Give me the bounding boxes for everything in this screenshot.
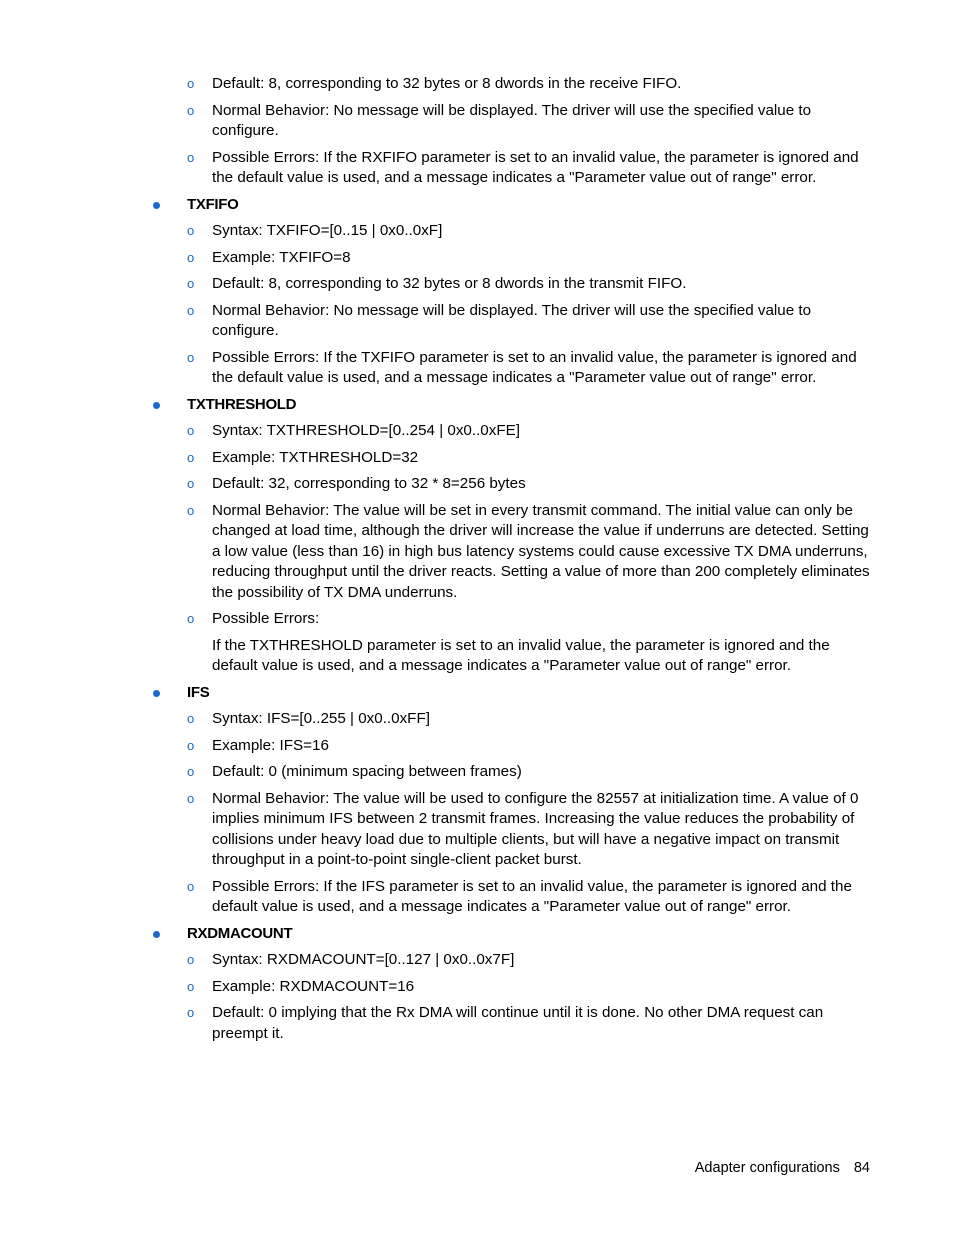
list-item [187,762,870,783]
sub-bullet-icon: o [187,790,195,806]
list-item-text: Example: IFS=16 [212,736,329,754]
list-item-text: Example: TXTHRESHOLD=32 [212,448,419,466]
section-heading-text: TXFIFO [187,195,239,213]
sub-bullet-icon: o [187,276,195,291]
list-item-text: Example: RXDMACOUNT=16 [212,977,415,995]
page-content [0,74,954,1050]
sub-bullet-icon: o [187,764,195,779]
sub-bullet-icon: o [187,502,195,518]
list-item [187,148,870,189]
sub-bullet-icon: o [187,302,195,318]
sub-bullet-icon: o [187,223,195,238]
list-item [187,421,870,442]
list-item-text: Syntax: TXFIFO=[0..15 | 0x0..0xF] [212,222,443,239]
section-heading-text: IFS [187,683,210,701]
list-item [187,609,870,630]
page-number: 84 [853,1160,870,1176]
sub-bullet-icon: o [187,423,195,438]
section-heading-text: RXDMACOUNT [187,924,293,942]
sub-bullet-icon: o [187,611,195,626]
list-item [187,789,870,871]
page-footer [695,1158,870,1178]
list-item [187,74,870,95]
list-item-text: Normal Behavior: No message will be displayed. The driver will use the specified value to configure. [212,101,812,139]
sub-bullet-icon: o [187,476,195,491]
list-item-text: Possible Errors: If the IFS parameter is set to an invalid value, the parameter is ignored and the default value is used, and a message indicates a "Parameter value out of range" error. [212,877,852,915]
sub-bullet-icon: o [187,1005,195,1020]
section-heading-ifs [187,683,954,704]
sub-bullet-icon: o [187,952,195,967]
sub-bullet-icon: o [187,349,195,365]
list-item-text: Syntax: IFS=[0..255 | 0x0..0xFF] [212,710,430,727]
list-item-text: Syntax: TXTHRESHOLD=[0..254 | 0x0..0xFE] [212,422,520,439]
list-item [187,501,870,604]
list-item-text: Possible Errors: If the TXFIFO parameter is set to an invalid value, the parameter is ignored and the default value is used, and a message indicates a "Parameter value out of range" error. [212,348,857,386]
list-item [187,301,870,342]
list-item-text: Syntax: RXDMACOUNT=[0..127 | 0x0..0x7F] [212,951,515,968]
bullet-dot-icon [153,402,160,409]
note-paragraph: If the TXTHRESHOLD parameter is set to an invalid value, the parameter is ignored and the default value is used, and a message indicates a "Parameter value out of range" error. [212,636,830,674]
list-item [187,977,870,998]
list-item-text: Possible Errors: [212,610,320,627]
list-item [187,348,870,389]
sub-bullet-icon: o [187,102,195,118]
bullet-dot-icon [153,202,160,209]
sub-bullet-icon: o [187,149,195,165]
list-item-text: Default: 32, corresponding to 32 * 8=256 bytes [212,475,526,492]
list-item [187,709,870,730]
sub-bullet-icon: o [187,737,195,753]
bullet-dot-icon [153,931,160,938]
list-item [187,274,870,295]
list-item [187,448,870,469]
sub-bullet-icon: o [187,711,195,726]
section-heading-text: TXTHRESHOLD [187,395,297,413]
section-heading-txthreshold [187,395,954,416]
list-item-text: Default: 8, corresponding to 32 bytes or 8 dwords in the receive FIFO. [212,75,682,92]
list-item-text: Default: 0 implying that the Rx DMA will continue until it is done. No other DMA request can preempt it. [212,1004,824,1042]
bullet-dot-icon [153,690,160,697]
sub-bullet-icon: o [187,76,195,91]
list-item [187,101,870,142]
list-item [187,221,870,242]
list-item-text: Normal Behavior: The value will be set in every transmit command. The initial value can only be changed at load time, although the driver will increase the value if underruns are detected. Setting a low value (less than 16) in high bus latency systems could cause excessive TX DMA underruns, reducing throughput until the driver reacts. Setting a value of more than 200 completely eliminates the possibility of TX DMA underruns. [212,501,870,601]
list-item [187,474,870,495]
list-item-text: Normal Behavior: No message will be displayed. The driver will use the specified value to configure. [212,301,812,339]
list-item-text: Default: 0 (minimum spacing between frames) [212,763,522,780]
section-heading-txfifo [187,195,954,216]
list-item [187,950,870,971]
footer-section-title: Adapter configurations [694,1160,840,1176]
sub-bullet-icon: o [187,878,195,894]
section-heading-rxdmacount [187,924,954,945]
list-item-text: Normal Behavior: The value will be used to configure the 82557 at initialization time. A value of 0 implies minimum IFS between 2 transmit frames. Increasing the value reduces the probability of collisions under heavy load due to multiple clients, but will have a negative impact on transmit throughput in a point-to-point single-client packet burst. [212,789,859,868]
list-item-text: Default: 8, corresponding to 32 bytes or 8 dwords in the transmit FIFO. [212,275,687,292]
list-item-text: Possible Errors: If the RXFIFO parameter is set to an invalid value, the parameter is ignored and the default value is used, and a message indicates a "Parameter value out of range" error. [212,148,859,186]
list-item [187,736,870,757]
sub-bullet-icon: o [187,449,195,465]
sub-bullet-icon: o [187,978,195,994]
list-item [187,877,870,918]
list-item-text: Example: TXFIFO=8 [212,248,351,266]
list-item [187,248,870,269]
list-item [187,1003,870,1044]
sub-bullet-icon: o [187,249,195,265]
